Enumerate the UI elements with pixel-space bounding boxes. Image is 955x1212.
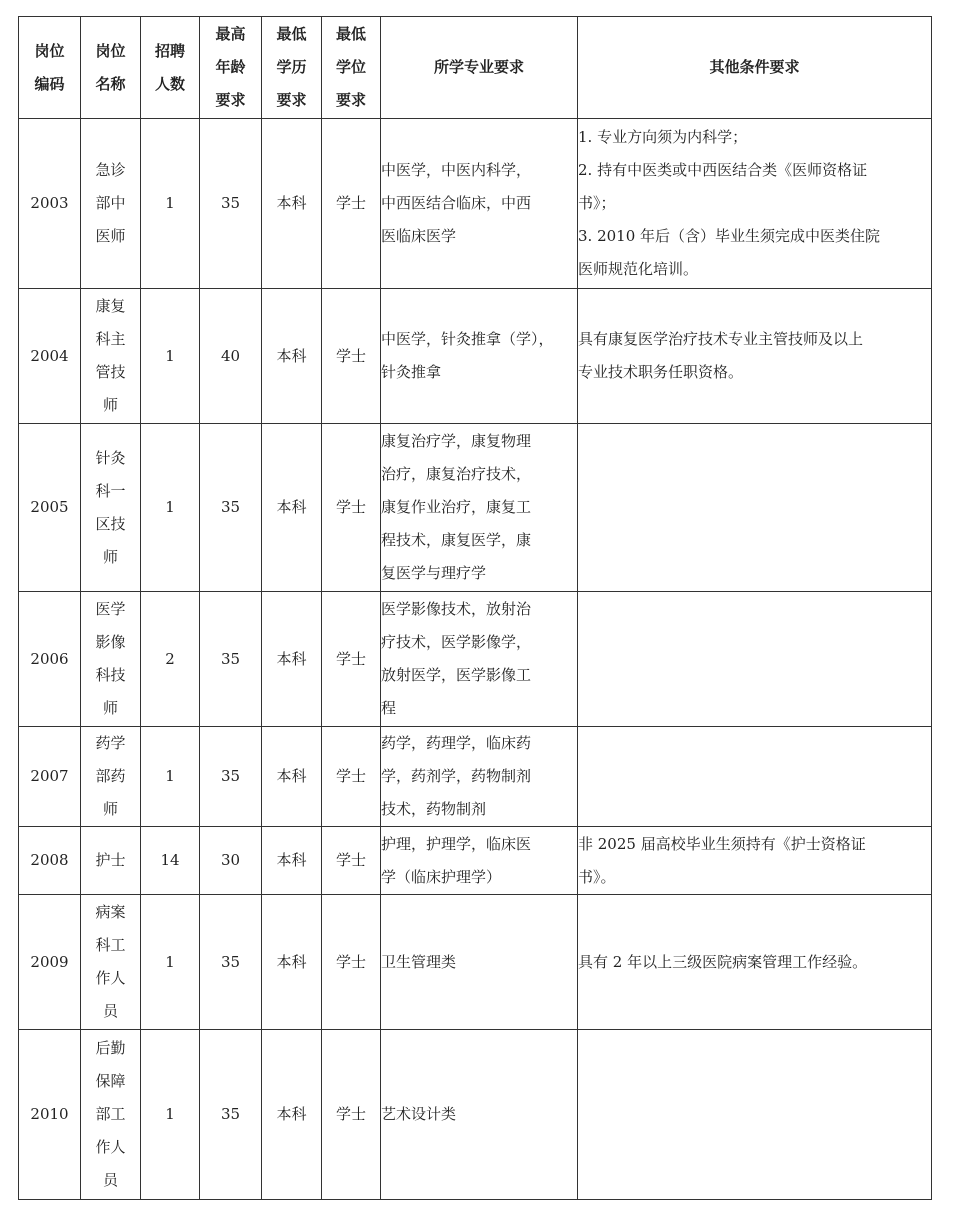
cell-name-line: 师 [102, 800, 118, 818]
cell-major-line: 程技术，康复医学，康 [381, 531, 532, 549]
cell-other-line: 1. 专业方向须为内科学； [578, 128, 748, 146]
cell-education: 本科 [262, 1030, 322, 1200]
cell-code: 2006 [19, 592, 81, 727]
header-major [381, 17, 578, 119]
cell-name-line: 科一 [95, 481, 126, 500]
cell-other-line: 书》； [578, 194, 616, 212]
cell-name-line: 康复 [95, 297, 126, 315]
cell-degree: 学士 [322, 1030, 381, 1200]
cell-name [81, 119, 141, 289]
cell-major [381, 827, 578, 895]
cell-count: 1 [141, 119, 200, 289]
cell-education: 本科 [262, 895, 322, 1030]
cell-degree: 学士 [322, 895, 381, 1030]
cell-age: 35 [200, 895, 262, 1030]
cell-name-line: 师 [102, 699, 118, 717]
cell-name [81, 1030, 141, 1200]
cell-other-line: 3. 2010 年后（含）毕业生须完成中医类住院 [578, 227, 881, 245]
cell-major [381, 895, 578, 1030]
table-row [19, 1030, 932, 1200]
cell-name-line: 员 [102, 1002, 118, 1020]
cell-major-line: 治疗，康复治疗技术， [381, 465, 532, 483]
cell-major-line: 针灸推拿 [381, 363, 442, 381]
cell-other-line: 具有 2 年以上三级医院病案管理工作经验。 [578, 952, 868, 971]
header-major-line: 所学专业要求 [433, 58, 524, 76]
table-row [19, 289, 932, 424]
table-row [19, 119, 932, 289]
cell-count: 1 [141, 1030, 200, 1200]
cell-major-line: 复医学与理疗学 [381, 564, 487, 582]
cell-other-line: 医师规范化培训。 [578, 260, 699, 278]
header-age-line: 年龄 [215, 58, 246, 76]
cell-name [81, 424, 141, 592]
cell-other [578, 592, 932, 727]
header-degree-line: 学位 [335, 58, 366, 76]
cell-major [381, 119, 578, 289]
cell-name-line: 保障 [95, 1072, 126, 1090]
cell-major-line: 医临床医学 [381, 227, 457, 245]
table-row [19, 424, 932, 592]
cell-name [81, 827, 141, 895]
cell-name-line: 部药 [95, 767, 126, 785]
cell-name-line: 作人 [95, 969, 126, 987]
table-row [19, 895, 932, 1030]
header-degree-line: 要求 [335, 91, 366, 109]
table-row [19, 727, 932, 827]
header-count [141, 17, 200, 119]
cell-degree: 学士 [322, 289, 381, 424]
header-other-line: 其他条件要求 [709, 58, 800, 76]
cell-name-line: 急诊 [95, 161, 126, 179]
cell-major-line: 中医学，中医内科学， [381, 161, 532, 179]
cell-name-line: 科工 [95, 936, 126, 954]
cell-major-line: 中医学，针灸推拿（学）， [381, 330, 554, 348]
header-code-line: 岗位 [34, 41, 65, 60]
header-row [19, 17, 932, 119]
cell-name [81, 727, 141, 827]
cell-count: 2 [141, 592, 200, 727]
cell-count: 14 [141, 827, 200, 895]
cell-name [81, 289, 141, 424]
cell-major-line: 医学影像技术，放射治 [381, 600, 532, 618]
cell-count: 1 [141, 895, 200, 1030]
header-name [81, 17, 141, 119]
cell-other-line: 2. 持有中医类或中西医结合类《医师资格证 [578, 161, 868, 179]
header-age-line: 要求 [215, 91, 246, 109]
cell-education: 本科 [262, 592, 322, 727]
header-education-line: 学历 [276, 58, 307, 76]
cell-name-line: 师 [102, 396, 118, 414]
recruitment-table [18, 16, 932, 1200]
table-row [19, 592, 932, 727]
cell-major-line: 康复治疗学，康复物理 [381, 432, 532, 450]
cell-age: 35 [200, 119, 262, 289]
cell-code: 2010 [19, 1030, 81, 1200]
cell-name-line: 医师 [95, 227, 126, 245]
cell-major [381, 727, 578, 827]
cell-age: 30 [200, 827, 262, 895]
header-degree-line: 最低 [335, 25, 366, 43]
cell-name-line: 作人 [95, 1138, 126, 1156]
cell-name [81, 895, 141, 1030]
cell-major-line: 学，药剂学，药物制剂 [381, 767, 532, 785]
cell-name-line: 后勤 [95, 1039, 126, 1057]
cell-name-line: 区技 [95, 514, 126, 533]
header-count-line: 人数 [154, 74, 185, 93]
header-degree [322, 17, 381, 119]
cell-degree: 学士 [322, 424, 381, 592]
header-code [19, 17, 81, 119]
cell-major-line: 艺术设计类 [381, 1105, 457, 1123]
cell-name-line: 部工 [95, 1105, 126, 1123]
cell-major [381, 1030, 578, 1200]
cell-name-line: 科主 [95, 330, 126, 348]
table-body [19, 119, 932, 1200]
cell-other-line: 非 2025 届高校毕业生须持有《护士资格证 [578, 834, 866, 853]
cell-other [578, 895, 932, 1030]
cell-name-line: 护士 [95, 851, 126, 869]
cell-education: 本科 [262, 119, 322, 289]
cell-other [578, 1030, 932, 1200]
cell-education: 本科 [262, 289, 322, 424]
cell-major-line: 康复作业治疗，康复工 [381, 498, 532, 516]
cell-age: 35 [200, 727, 262, 827]
cell-major-line: 护理，护理学，临床医 [381, 834, 532, 853]
cell-name-line: 科技 [95, 666, 126, 684]
cell-education: 本科 [262, 727, 322, 827]
cell-education: 本科 [262, 827, 322, 895]
cell-other-line: 专业技术职务任职资格。 [578, 363, 744, 381]
cell-major-line: 技术，药物制剂 [381, 800, 487, 818]
cell-major [381, 592, 578, 727]
table-row [19, 827, 932, 895]
cell-education: 本科 [262, 424, 322, 592]
cell-other [578, 289, 932, 424]
cell-major [381, 424, 578, 592]
cell-code: 2009 [19, 895, 81, 1030]
cell-other-line: 书》。 [578, 867, 616, 886]
cell-age: 35 [200, 1030, 262, 1200]
header-age [200, 17, 262, 119]
cell-degree: 学士 [322, 592, 381, 727]
header-name-line: 名称 [95, 74, 126, 93]
header-education-line: 最低 [276, 25, 307, 43]
cell-major-line: 程 [381, 699, 397, 717]
cell-count: 1 [141, 424, 200, 592]
cell-other [578, 424, 932, 592]
cell-age: 40 [200, 289, 262, 424]
cell-name-line: 部中 [95, 194, 126, 212]
cell-count: 1 [141, 289, 200, 424]
cell-code: 2003 [19, 119, 81, 289]
cell-name-line: 影像 [95, 633, 126, 651]
header-other [578, 17, 932, 119]
cell-major-line: 放射医学，医学影像工 [381, 666, 532, 684]
cell-age: 35 [200, 592, 262, 727]
header-education [262, 17, 322, 119]
cell-name-line: 病案 [95, 903, 126, 921]
header-name-line: 岗位 [95, 41, 126, 60]
cell-name-line: 医学 [95, 600, 126, 618]
cell-code: 2005 [19, 424, 81, 592]
header-education-line: 要求 [276, 91, 307, 109]
cell-major-line: 疗技术，医学影像学， [381, 633, 532, 651]
cell-count: 1 [141, 727, 200, 827]
cell-other [578, 119, 932, 289]
cell-name-line: 药学 [95, 734, 126, 752]
cell-name-line: 管技 [95, 363, 126, 381]
cell-code: 2007 [19, 727, 81, 827]
cell-degree: 学士 [322, 827, 381, 895]
cell-degree: 学士 [322, 119, 381, 289]
cell-code: 2008 [19, 827, 81, 895]
cell-major-line: 学（临床护理学） [381, 867, 502, 886]
cell-name [81, 592, 141, 727]
cell-major-line: 中西医结合临床，中西 [381, 194, 532, 212]
header-count-line: 招聘 [154, 41, 185, 60]
cell-major [381, 289, 578, 424]
cell-code: 2004 [19, 289, 81, 424]
cell-name-line: 师 [102, 547, 118, 566]
cell-major-line: 卫生管理类 [381, 952, 457, 971]
header-code-line: 编码 [34, 74, 65, 93]
cell-other-line: 具有康复医学治疗技术专业主管技师及以上 [578, 330, 864, 348]
cell-degree: 学士 [322, 727, 381, 827]
cell-major-line: 药学，药理学，临床药 [381, 734, 532, 752]
cell-name-line: 员 [102, 1171, 118, 1189]
cell-other [578, 727, 932, 827]
cell-age: 35 [200, 424, 262, 592]
cell-name-line: 针灸 [95, 448, 126, 467]
cell-other [578, 827, 932, 895]
header-age-line: 最高 [215, 25, 246, 43]
